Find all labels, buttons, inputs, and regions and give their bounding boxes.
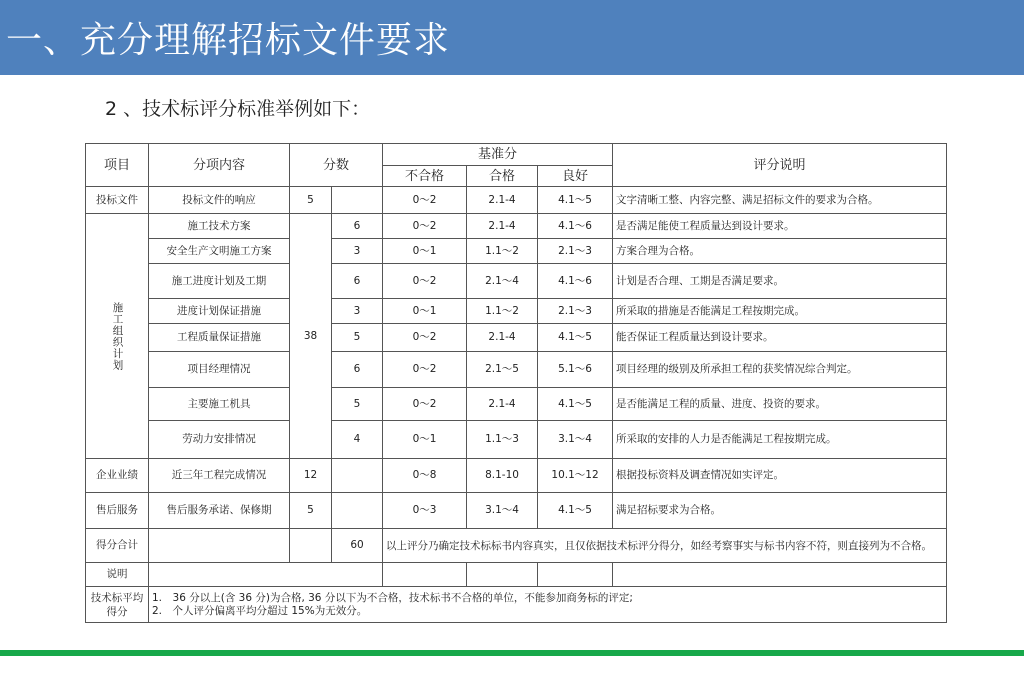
table-row: 投标文件 投标文件的响应 5 0～2 2.1-4 4.1～5 文字清晰工整、内容完整、满足招标文件的要求为合格。 bbox=[86, 187, 947, 214]
col-desc: 评分说明 bbox=[613, 144, 947, 187]
footer-band bbox=[0, 650, 1024, 656]
col-criteria: 基准分 bbox=[383, 144, 613, 166]
total-desc: 以上评分乃确定技术标标书内容真实，且仅依据技术标评分得分，如经考察事实与标书内容不符，则直接列为不合格。 bbox=[383, 529, 947, 563]
col-fail: 不合格 bbox=[383, 166, 467, 187]
col-score: 分数 bbox=[290, 144, 383, 187]
slide-subtitle: 2 、技术标评分标准举例如下： bbox=[105, 98, 371, 120]
table-row: 企业业绩 近三年工程完成情况 12 0～8 8.1-10 10.1～12 根据投标资料及调查情况如实评定。 bbox=[86, 459, 947, 493]
table-row: 售后服务 售后服务承诺、保修期 5 0～3 3.1～4 4.1～5 满足招标要求为合格。 bbox=[86, 493, 947, 529]
table-row: 施工进度计划及工期 6 0～2 2.1～4 4.1～6 计划是否合理、工期是否满足要求。 bbox=[86, 264, 947, 299]
col-pass: 合格 bbox=[467, 166, 538, 187]
scoring-table bbox=[85, 143, 947, 623]
slide-title: 一、充分理解招标文件要求 bbox=[6, 20, 451, 61]
col-item: 项目 bbox=[86, 144, 149, 187]
table-row: 劳动力安排情况 4 0～1 1.1～3 3.1～4 所采取的安排的人力是否能满足工程按期完成。 bbox=[86, 421, 947, 459]
table-row: 项目经理情况 6 0～2 2.1～5 5.1～6 项目经理的级别及所承担工程的获奖情况综合判定。 bbox=[86, 352, 947, 388]
scoring-table-container bbox=[85, 143, 946, 630]
col-subitem: 分项内容 bbox=[149, 144, 290, 187]
table-row: 安全生产文明施工方案 3 0～1 1.1～2 2.1～3 方案合理为合格。 bbox=[86, 239, 947, 264]
table-row: 主要施工机具 5 0～2 2.1-4 4.1～5 是否能满足工程的质量、进度、投资的要求。 bbox=[86, 388, 947, 421]
col-good: 良好 bbox=[538, 166, 613, 187]
table-row-notes: 说明 bbox=[86, 563, 947, 587]
title-bar bbox=[0, 0, 1024, 75]
avg-rule-2: 2. 个人评分偏离平均分超过 15%为无效分。 bbox=[152, 604, 368, 617]
group-label-construction: 施工组织计划 bbox=[86, 214, 149, 459]
table-row-average: 技术标平均得分 1. 36 分以上(含 36 分)为合格, 36 分以下为不合格，技术标书不合格的单位，不能参加商务标的评定; 2. 个人评分偏离平均分超过 15%为无效分。 bbox=[86, 587, 947, 623]
group-total-score: 38 bbox=[290, 214, 332, 459]
avg-rule-1: 1. 36 分以上(含 36 分)为合格, 36 分以下为不合格，技术标书不合格的单位，不能参加商务标的评定; bbox=[152, 591, 633, 604]
table-row-total: 得分合计 60 以上评分乃确定技术标标书内容真实，且仅依据技术标评分得分，如经考察事实与标书内容不符，则直接列为不合格。 bbox=[86, 529, 947, 563]
table-row: 施工组织计划 施工技术方案 38 6 0～2 2.1-4 4.1～6 是否满足能使工程质量达到设计要求。 bbox=[86, 214, 947, 239]
table-row: 工程质量保证措施 5 0～2 2.1-4 4.1～5 能否保证工程质量达到设计要求。 bbox=[86, 324, 947, 352]
table-header-row bbox=[86, 144, 947, 166]
table-row: 进度计划保证措施 3 0～1 1.1～2 2.1～3 所采取的措施是否能满足工程按期完成。 bbox=[86, 299, 947, 324]
